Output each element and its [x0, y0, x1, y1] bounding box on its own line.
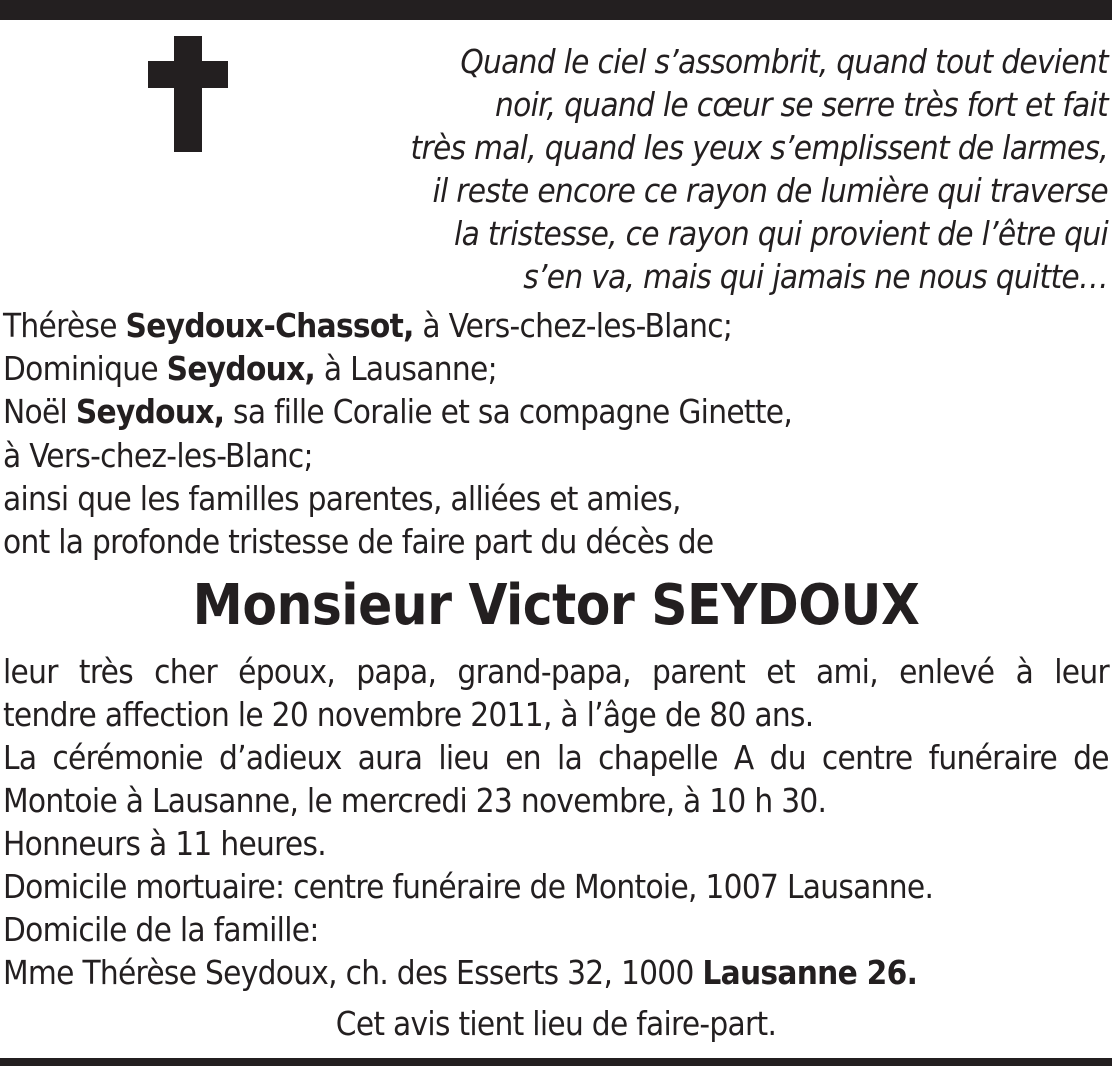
details-line: Domicile mortuaire: centre funéraire de Montoie, 1007 Lausanne.	[3, 867, 934, 906]
top-rule	[0, 0, 1112, 20]
poem-line: s’en va, mais qui jamais ne nous quitte…	[523, 257, 1108, 296]
word: funéraire	[928, 738, 1058, 777]
word: en	[505, 738, 541, 777]
poem	[308, 40, 1108, 298]
first-name: Thérèse	[3, 306, 126, 345]
word: époux,	[238, 652, 336, 691]
word: et	[766, 652, 795, 691]
word: enlevé	[899, 652, 995, 691]
family-surname: Seydoux-Chassot,	[125, 306, 414, 345]
address-city: Lausanne 26.	[702, 953, 918, 992]
word: très	[78, 652, 133, 691]
word: la	[557, 738, 583, 777]
family-surname: Seydoux,	[166, 349, 316, 389]
closing-note: Cet avis tient lieu de faire-part.	[335, 1004, 777, 1043]
word: leur	[1054, 652, 1109, 691]
word: ami,	[815, 652, 878, 691]
family-line	[3, 347, 792, 390]
family-list	[3, 304, 792, 563]
poem-line: très mal, quand les yeux s’emplissent de larmes,	[410, 128, 1108, 167]
poem-line: il reste encore ce rayon de lumière qui traverse	[432, 171, 1108, 210]
details-line-justified	[3, 650, 1109, 693]
word: A	[733, 738, 754, 777]
deceased-name: Monsieur Victor SEYDOUX	[192, 573, 920, 638]
family-line	[3, 390, 792, 433]
details-line: Honneurs à 11 heures.	[3, 824, 326, 863]
details-line: Domicile de la famille:	[3, 910, 319, 949]
word: d’adieux	[218, 738, 342, 777]
cross-icon	[148, 36, 228, 152]
word: lieu	[438, 738, 490, 777]
poem-line: noir, quand le cœur se serre très fort et fait	[495, 85, 1108, 124]
word: du	[769, 738, 806, 777]
family-line: ainsi que les familles parentes, alliées et amies,	[3, 478, 681, 518]
word: cérémonie	[52, 738, 203, 777]
location-text: à Lausanne;	[315, 349, 497, 389]
details-line: Montoie à Lausanne, le mercredi 23 novembre, à 10 h 30.	[3, 781, 827, 820]
family-line	[3, 304, 792, 347]
poem-line: la tristesse, ce rayon qui provient de l’être qui	[454, 214, 1108, 253]
word: de	[1073, 738, 1109, 777]
word: chapelle	[598, 738, 718, 777]
cross-vertical-bar	[174, 36, 202, 152]
details-text	[3, 650, 1109, 994]
details-line-justified	[3, 736, 1109, 779]
word: à	[1015, 652, 1034, 691]
first-name: Dominique	[3, 349, 167, 389]
cross-horizontal-bar	[148, 61, 228, 88]
location-text: à Vers-chez-les-Blanc;	[413, 306, 733, 345]
address-line	[3, 951, 1109, 994]
word: parent	[652, 652, 746, 691]
word: La	[3, 738, 37, 777]
word: grand-papa,	[457, 652, 631, 691]
word: papa,	[356, 652, 437, 691]
word: aura	[357, 738, 423, 777]
word: centre	[821, 738, 913, 777]
word: leur	[3, 652, 58, 691]
details-line: tendre affection le 20 novembre 2011, à l’âge de 80 ans.	[3, 695, 814, 734]
address-text: Mme Thérèse Seydoux, ch. des Esserts 32, 1000	[3, 953, 703, 992]
bottom-rule	[0, 1058, 1112, 1066]
family-line: ont la profonde tristesse de faire part du décès de	[3, 522, 714, 562]
poem-line: Quand le ciel s’assombrit, quand tout devient	[460, 42, 1108, 81]
location-text: sa fille Coralie et sa compagne Ginette,	[224, 392, 793, 432]
word: cher	[154, 652, 217, 691]
first-name: Noël	[3, 392, 76, 432]
family-line: à Vers-chez-les-Blanc;	[3, 435, 313, 475]
family-surname: Seydoux,	[75, 392, 225, 432]
